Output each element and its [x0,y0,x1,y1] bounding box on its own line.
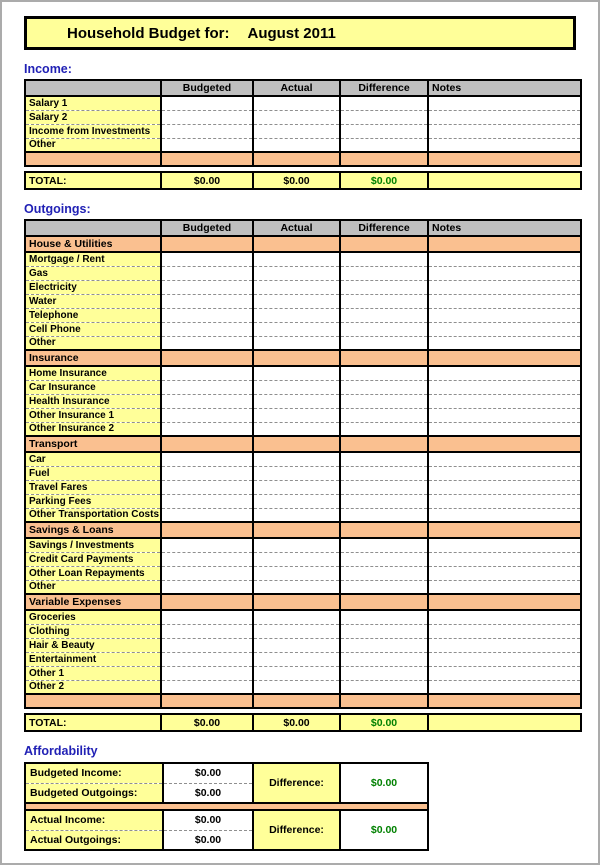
outgoings-row-label: Entertainment [25,652,161,666]
outgoings-actual-cell[interactable] [253,494,340,508]
outgoings-difference-cell[interactable] [340,280,428,294]
table-row [25,610,581,624]
outgoings-row-label: Water [25,294,161,308]
income-actual-cell[interactable] [253,96,340,110]
spacer-cell [253,236,340,252]
outgoings-budgeted-cell[interactable] [161,322,253,336]
table-row [25,408,581,422]
income-spacer-row [25,152,581,166]
income-section-heading: Income: [24,62,72,76]
outgoings-notes-cell[interactable] [428,566,581,580]
income-actual-cell[interactable] [253,124,340,138]
spacer-cell [161,152,253,166]
outgoings-notes-cell[interactable] [428,638,581,652]
outgoings-notes-cell[interactable] [428,322,581,336]
outgoings-notes-cell[interactable] [428,494,581,508]
outgoings-row-label: Parking Fees [25,494,161,508]
outgoings-difference-cell[interactable] [340,680,428,694]
outgoings-section-heading: Outgoings: [24,202,91,216]
outgoings-notes-cell[interactable] [428,452,581,466]
outgoings-difference-cell[interactable] [340,666,428,680]
title-bar [24,16,576,50]
outgoings-difference-cell[interactable] [340,252,428,266]
spacer-cell [428,152,581,166]
outgoings-row-label: Other [25,336,161,350]
actual-outgoings-label: Actual Outgoings: [25,830,163,850]
outgoings-difference-cell[interactable] [340,566,428,580]
table-row [25,680,581,694]
outgoings-actual-cell[interactable] [253,638,340,652]
income-difference-cell[interactable] [340,138,428,152]
outgoings-budgeted-cell[interactable] [161,494,253,508]
income-table [24,79,582,167]
page-title: Household Budget for: [67,24,230,42]
affordability-table [24,762,429,851]
column-header-budgeted: Budgeted [161,220,253,236]
outgoings-notes-cell[interactable] [428,538,581,552]
budgeted-income-value[interactable]: $0.00 [163,763,253,783]
outgoings-notes-cell[interactable] [428,394,581,408]
outgoings-budgeted-cell[interactable] [161,566,253,580]
table-row [25,422,581,436]
outgoings-row-label: Other 1 [25,666,161,680]
outgoings-notes-cell[interactable] [428,652,581,666]
outgoings-notes-cell[interactable] [428,624,581,638]
spacer-cell [340,152,428,166]
outgoings-budgeted-cell[interactable] [161,408,253,422]
outgoings-difference-cell[interactable] [340,266,428,280]
spacer-cell [340,594,428,610]
income-actual-cell[interactable] [253,138,340,152]
outgoings-row-label: Cell Phone [25,322,161,336]
category-label-cell: Variable Expenses [25,594,161,610]
spacer-cell [253,152,340,166]
outgoings-row-label: Other Transportation Costs [25,508,161,522]
spacer-cell [25,152,161,166]
spacer-cell [161,236,253,252]
table-row [25,763,428,783]
outgoings-notes-cell[interactable] [428,480,581,494]
income-budgeted-cell[interactable] [161,124,253,138]
outgoings-row-label: Electricity [25,280,161,294]
outgoings-notes-cell[interactable] [428,610,581,624]
actual-difference-label: Difference: [253,810,340,850]
outgoings-difference-cell[interactable] [340,366,428,380]
outgoings-difference-cell[interactable] [340,580,428,594]
outgoings-difference-cell[interactable] [340,480,428,494]
outgoings-notes-cell[interactable] [428,252,581,266]
outgoings-budgeted-cell[interactable] [161,652,253,666]
outgoings-difference-cell[interactable] [340,652,428,666]
outgoings-difference-cell[interactable] [340,466,428,480]
table-row [25,580,581,594]
outgoings-difference-cell[interactable] [340,336,428,350]
category-label-cell: Savings & Loans [25,522,161,538]
outgoings-row-label: Car [25,452,161,466]
outgoings-budgeted-cell[interactable] [161,666,253,680]
outgoings-notes-cell[interactable] [428,308,581,322]
outgoings-notes-cell[interactable] [428,366,581,380]
outgoings-actual-cell[interactable] [253,308,340,322]
outgoings-actual-cell[interactable] [253,680,340,694]
income-row-label: Salary 1 [25,96,161,110]
outgoings-difference-cell[interactable] [340,380,428,394]
outgoings-table [24,219,582,709]
category-row [25,436,581,452]
category-row [25,236,581,252]
table-row [25,322,581,336]
budget-period: August 2011 [247,24,336,42]
spacer-cell [25,694,161,708]
separator-band [25,803,428,810]
income-difference-cell[interactable] [340,124,428,138]
outgoings-header-blank-cell [25,220,161,236]
outgoings-budgeted-cell[interactable] [161,610,253,624]
outgoings-row-label: Credit Card Payments [25,552,161,566]
outgoings-actual-cell[interactable] [253,266,340,280]
outgoings-notes-cell[interactable] [428,666,581,680]
outgoings-total-difference: $0.00 [340,714,428,731]
income-total-row [24,171,582,190]
income-difference-cell[interactable] [340,110,428,124]
outgoings-actual-cell[interactable] [253,508,340,522]
table-row [25,538,581,552]
outgoings-budgeted-cell[interactable] [161,580,253,594]
outgoings-row-label: Mortgage / Rent [25,252,161,266]
table-row [25,566,581,580]
spacer-cell [253,594,340,610]
outgoings-actual-cell[interactable] [253,652,340,666]
outgoings-notes-cell[interactable] [428,294,581,308]
outgoings-row-label: Other 2 [25,680,161,694]
spacer-cell [161,522,253,538]
table-row [25,638,581,652]
spacer-cell [428,522,581,538]
outgoings-budgeted-cell[interactable] [161,380,253,394]
outgoings-difference-cell[interactable] [340,624,428,638]
outgoings-total-budgeted: $0.00 [161,714,253,731]
outgoings-actual-cell[interactable] [253,610,340,624]
income-row-label: Salary 2 [25,110,161,124]
outgoings-actual-cell[interactable] [253,408,340,422]
outgoings-notes-cell[interactable] [428,408,581,422]
income-notes-cell[interactable] [428,124,581,138]
spacer-cell [428,436,581,452]
outgoings-difference-cell[interactable] [340,408,428,422]
spacer-cell [253,694,340,708]
outgoings-difference-cell[interactable] [340,322,428,336]
income-total-budgeted: $0.00 [161,172,253,189]
spacer-cell [253,436,340,452]
outgoings-row-label: Groceries [25,610,161,624]
actual-income-label: Actual Income: [25,810,163,830]
outgoings-budgeted-cell[interactable] [161,252,253,266]
income-header-blank-cell [25,80,161,96]
affordability-separator-row [25,803,428,810]
outgoings-budgeted-cell[interactable] [161,422,253,436]
outgoings-notes-cell[interactable] [428,508,581,522]
outgoings-actual-cell[interactable] [253,480,340,494]
outgoings-row-label: Health Insurance [25,394,161,408]
outgoings-budgeted-cell[interactable] [161,508,253,522]
outgoings-difference-cell[interactable] [340,552,428,566]
outgoings-total-row [24,713,582,732]
income-notes-cell[interactable] [428,96,581,110]
outgoings-actual-cell[interactable] [253,380,340,394]
outgoings-actual-cell[interactable] [253,336,340,350]
outgoings-row-label: Fuel [25,466,161,480]
outgoings-row-label: Other Insurance 2 [25,422,161,436]
outgoings-budgeted-cell[interactable] [161,538,253,552]
outgoings-notes-cell[interactable] [428,280,581,294]
table-row [25,138,581,152]
actual-difference-value: $0.00 [340,810,428,850]
category-row [25,594,581,610]
outgoings-difference-cell[interactable] [340,394,428,408]
spacer-cell [161,436,253,452]
outgoings-budgeted-cell[interactable] [161,638,253,652]
outgoings-actual-cell[interactable] [253,280,340,294]
outgoings-total-label: TOTAL: [25,714,161,731]
outgoings-actual-cell[interactable] [253,252,340,266]
outgoings-header-row [25,220,581,236]
outgoings-notes-cell[interactable] [428,380,581,394]
spacer-cell [253,522,340,538]
column-header-notes: Notes [428,220,581,236]
outgoings-budgeted-cell[interactable] [161,366,253,380]
outgoings-actual-cell[interactable] [253,624,340,638]
outgoings-row-label: Telephone [25,308,161,322]
outgoings-actual-cell[interactable] [253,580,340,594]
income-total-actual: $0.00 [253,172,340,189]
table-row [25,452,581,466]
spacer-cell [340,522,428,538]
income-total-difference: $0.00 [340,172,428,189]
outgoings-difference-cell[interactable] [340,538,428,552]
budgeted-difference-label: Difference: [253,763,340,803]
outgoings-actual-cell[interactable] [253,394,340,408]
outgoings-row-label: Savings / Investments [25,538,161,552]
spacer-cell [428,236,581,252]
outgoings-difference-cell[interactable] [340,422,428,436]
outgoings-notes-cell[interactable] [428,466,581,480]
spacer-cell [428,694,581,708]
outgoings-actual-cell[interactable] [253,538,340,552]
table-row [25,480,581,494]
income-notes-cell[interactable] [428,110,581,124]
table-row [25,124,581,138]
table-row [25,380,581,394]
outgoings-difference-cell[interactable] [340,452,428,466]
income-budgeted-cell[interactable] [161,138,253,152]
budgeted-outgoings-value[interactable]: $0.00 [163,783,253,803]
outgoings-notes-cell[interactable] [428,336,581,350]
income-header-row [25,80,581,96]
affordability-section-heading: Affordability [24,744,98,758]
category-label-cell: Transport [25,436,161,452]
column-header-actual: Actual [253,80,340,96]
outgoings-difference-cell[interactable] [340,610,428,624]
category-label-cell: Insurance [25,350,161,366]
outgoings-actual-cell[interactable] [253,294,340,308]
outgoings-notes-cell[interactable] [428,422,581,436]
column-header-difference: Difference [340,220,428,236]
column-header-budgeted: Budgeted [161,80,253,96]
budgeted-outgoings-label: Budgeted Outgoings: [25,783,163,803]
outgoings-notes-cell[interactable] [428,580,581,594]
outgoings-total-notes-cell[interactable] [428,714,581,731]
actual-outgoings-value[interactable]: $0.00 [163,830,253,850]
category-row [25,522,581,538]
outgoings-row-label: Travel Fares [25,480,161,494]
table-row [25,336,581,350]
spacer-cell [161,350,253,366]
income-budgeted-cell[interactable] [161,96,253,110]
outgoings-budgeted-cell[interactable] [161,336,253,350]
spacer-cell [161,594,253,610]
outgoings-budgeted-cell[interactable] [161,280,253,294]
income-row-label: Other [25,138,161,152]
income-actual-cell[interactable] [253,110,340,124]
table-row [25,252,581,266]
outgoings-row-label: Clothing [25,624,161,638]
outgoings-row-label: Other Insurance 1 [25,408,161,422]
outgoings-difference-cell[interactable] [340,508,428,522]
income-total-label: TOTAL: [25,172,161,189]
spacer-cell [428,594,581,610]
outgoings-actual-cell[interactable] [253,552,340,566]
outgoings-difference-cell[interactable] [340,494,428,508]
table-row [25,466,581,480]
column-header-actual: Actual [253,220,340,236]
outgoings-notes-cell[interactable] [428,680,581,694]
outgoings-total-actual: $0.00 [253,714,340,731]
spacer-cell [340,236,428,252]
outgoings-actual-cell[interactable] [253,322,340,336]
table-row [25,652,581,666]
spacer-cell [340,436,428,452]
table-row [25,294,581,308]
spacer-cell [428,350,581,366]
outgoings-spacer-row [25,694,581,708]
outgoings-notes-cell[interactable] [428,552,581,566]
table-row [25,110,581,124]
table-row [25,714,581,731]
income-notes-cell[interactable] [428,138,581,152]
spacer-cell [340,694,428,708]
table-row [25,266,581,280]
outgoings-row-label: Other [25,580,161,594]
outgoings-actual-cell[interactable] [253,566,340,580]
outgoings-difference-cell[interactable] [340,638,428,652]
income-row-label: Income from Investments [25,124,161,138]
table-row [25,394,581,408]
spacer-cell [340,350,428,366]
outgoings-budgeted-cell[interactable] [161,680,253,694]
table-row [25,280,581,294]
table-row [25,666,581,680]
outgoings-actual-cell[interactable] [253,422,340,436]
column-header-difference: Difference [340,80,428,96]
outgoings-row-label: Home Insurance [25,366,161,380]
table-row [25,494,581,508]
outgoings-difference-cell[interactable] [340,294,428,308]
spacer-cell [161,694,253,708]
table-row [25,508,581,522]
outgoings-notes-cell[interactable] [428,266,581,280]
outgoings-actual-cell[interactable] [253,466,340,480]
outgoings-budgeted-cell[interactable] [161,266,253,280]
category-row [25,350,581,366]
income-difference-cell[interactable] [340,96,428,110]
table-row [25,552,581,566]
outgoings-budgeted-cell[interactable] [161,552,253,566]
table-row [25,366,581,380]
income-total-notes-cell[interactable] [428,172,581,189]
outgoings-budgeted-cell[interactable] [161,394,253,408]
outgoings-budgeted-cell[interactable] [161,624,253,638]
outgoings-budgeted-cell[interactable] [161,466,253,480]
income-budgeted-cell[interactable] [161,110,253,124]
outgoings-budgeted-cell[interactable] [161,294,253,308]
column-header-notes: Notes [428,80,581,96]
table-row [25,308,581,322]
budgeted-difference-value: $0.00 [340,763,428,803]
outgoings-budgeted-cell[interactable] [161,452,253,466]
spacer-cell [253,350,340,366]
outgoings-actual-cell[interactable] [253,666,340,680]
budgeted-income-label: Budgeted Income: [25,763,163,783]
outgoings-row-label: Car Insurance [25,380,161,394]
outgoings-difference-cell[interactable] [340,308,428,322]
table-row [25,172,581,189]
outgoings-budgeted-cell[interactable] [161,308,253,322]
outgoings-row-label: Gas [25,266,161,280]
outgoings-budgeted-cell[interactable] [161,480,253,494]
outgoings-actual-cell[interactable] [253,452,340,466]
outgoings-row-label: Hair & Beauty [25,638,161,652]
table-row [25,96,581,110]
outgoings-actual-cell[interactable] [253,366,340,380]
table-row [25,624,581,638]
actual-income-value[interactable]: $0.00 [163,810,253,830]
table-row [25,810,428,830]
outgoings-row-label: Other Loan Repayments [25,566,161,580]
category-label-cell: House & Utilities [25,236,161,252]
